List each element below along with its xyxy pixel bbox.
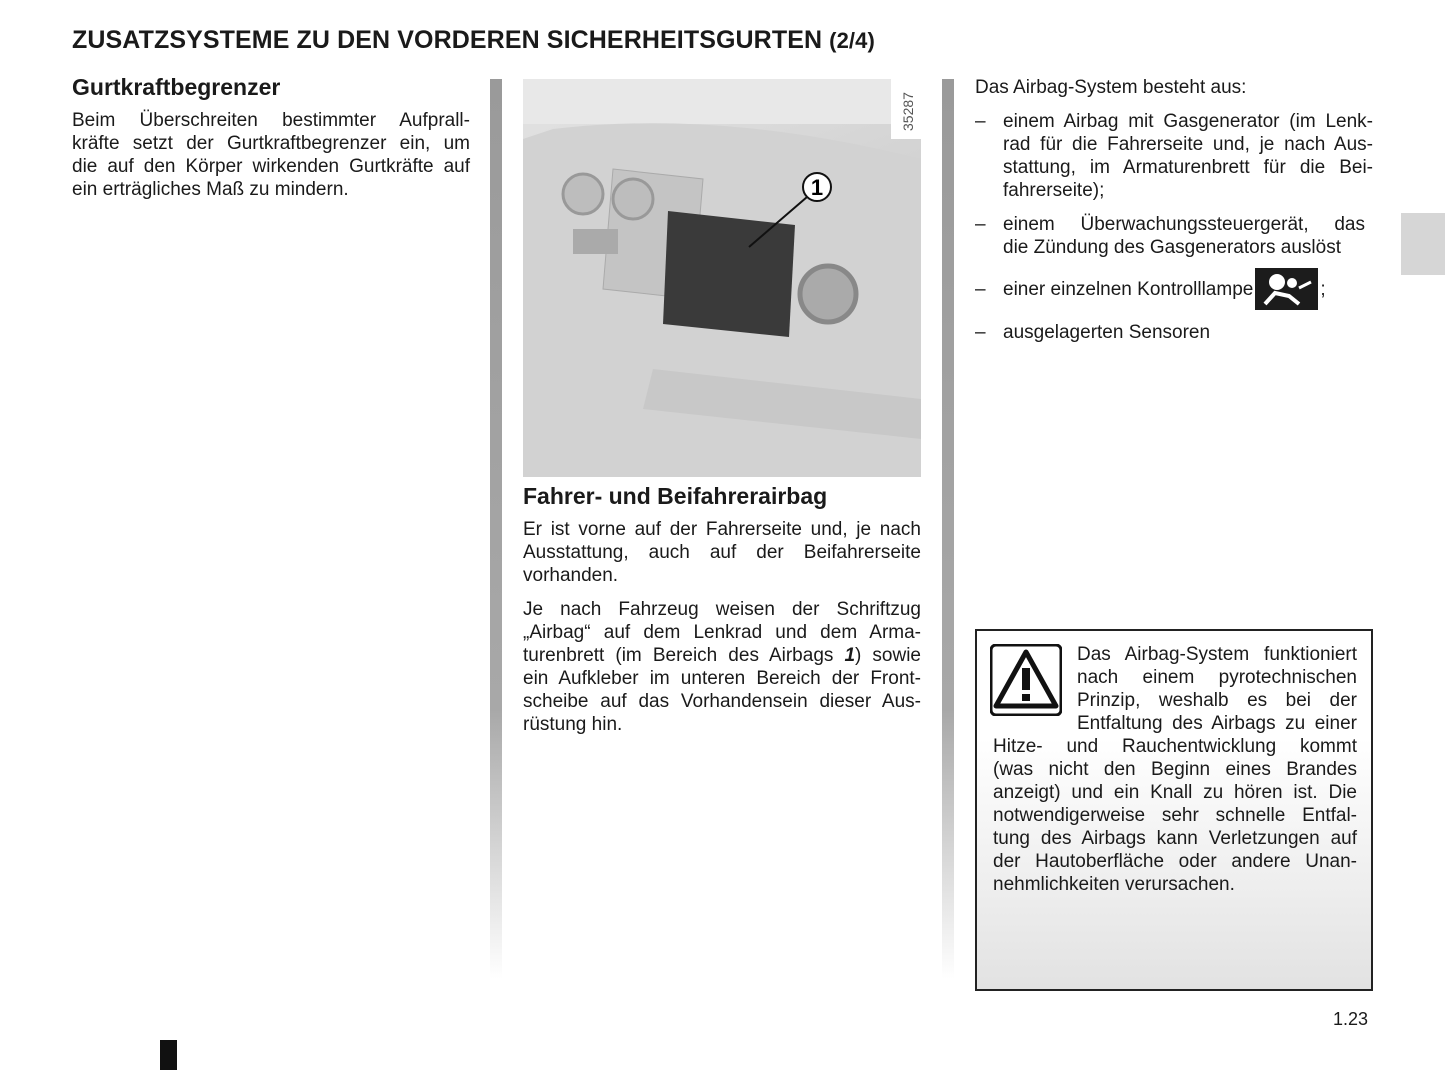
- text-line: Das Airbag-System funktioniert: [1077, 644, 1357, 665]
- dash: –: [975, 111, 986, 132]
- dash: –: [975, 322, 986, 343]
- text-line: Hitze- und Rauchentwicklung kommt: [993, 736, 1357, 757]
- text-line: nehmlichkeiten verursachen.: [993, 874, 1235, 895]
- text-line: Je nach Fahrzeug weisen der Schriftzug: [523, 599, 921, 620]
- chapter-tab: [1401, 213, 1445, 275]
- text-line: stattung, im Armaturenbrett für die Bei-: [1003, 157, 1373, 178]
- page-part: (2/4): [829, 28, 875, 53]
- title-text: ZUSATZSYSTEME ZU DEN VORDEREN SICHERHEITSGURTEN: [72, 26, 823, 54]
- list-item-text: [1003, 110, 1373, 202]
- list-item: [975, 321, 1373, 344]
- paragraph: [523, 518, 921, 587]
- text-line: „Airbag“ auf dem Lenkrad und dem Arma-: [523, 622, 921, 643]
- list-item-text: einer einzelnen Kontrolllampe: [1003, 278, 1254, 300]
- text-line: Er ist vorne auf der Fahrerseite und, je nach: [523, 519, 921, 540]
- print-mark: [160, 1040, 177, 1070]
- warning-box: [975, 629, 1373, 991]
- text-line: scheibe auf das Vorhandensein dieser Aus-: [523, 691, 921, 712]
- list-item: [975, 268, 1373, 310]
- page-title: [72, 26, 875, 55]
- paragraph: [523, 598, 921, 736]
- semicolon: ;: [1320, 278, 1326, 300]
- paragraph: [72, 109, 470, 201]
- column-divider: [942, 79, 954, 979]
- text-line: Ausstattung, auch auf der Beifahrerseite: [523, 542, 921, 563]
- text-line: die auf den Körper wirkenden Gurtkräfte auf: [72, 156, 470, 177]
- text-line: Entfaltung des Airbags zu einer: [1077, 713, 1357, 734]
- text-line: der Hautoberfläche oder andere Unan-: [993, 851, 1357, 872]
- text-line: rad für die Fahrerseite und, je nach Aus-: [1003, 134, 1373, 155]
- list-item-text: ausgelagerten Sensoren: [1003, 322, 1211, 343]
- section-heading-gurtkraftbegrenzer: Gurtkraftbegrenzer: [72, 74, 281, 100]
- text-line: anzeigt) und ein Knall zu hören ist. Die: [993, 782, 1357, 803]
- text-line: einem Airbag mit Gasgenerator (im Lenk-: [1003, 111, 1373, 132]
- text-line: vorhanden.: [523, 565, 619, 586]
- column-divider: [490, 79, 502, 979]
- text-line: (was nicht den Beginn eines Brandes: [993, 759, 1357, 780]
- intro-text: Das Airbag-System besteht aus:: [975, 77, 1247, 98]
- text-line: kräfte setzt der Gurtkraftbegrenzer ein, um: [72, 133, 470, 154]
- text-line: tung des Airbags kann Verletzungen auf: [993, 828, 1357, 849]
- list-item-text: [1003, 213, 1365, 259]
- center-column: [523, 485, 921, 747]
- airbag-warning-lamp-icon: [1255, 268, 1318, 310]
- text-line: rüstung hin.: [523, 714, 623, 735]
- dashboard-drawing: [523, 79, 921, 477]
- warning-text: [993, 643, 1357, 896]
- text-line: ein Aufkleber im unteren Bereich der Front-: [523, 668, 921, 689]
- left-column: [72, 76, 470, 212]
- dash: –: [975, 278, 986, 300]
- text-line: fahrerseite);: [1003, 180, 1105, 201]
- callout-number: 1: [810, 175, 824, 200]
- dash: –: [975, 214, 986, 235]
- text-line: die Zündung des Gasgenerators auslöst: [1003, 237, 1341, 258]
- text-line: ein erträgliches Maß zu mindern.: [72, 179, 349, 200]
- text-line: Beim Überschreiten bestimmter Aufprall-: [72, 110, 470, 131]
- right-column: [975, 76, 1373, 355]
- list-item: [975, 110, 1373, 202]
- text-line: Prinzip, weshalb es bei der: [1077, 690, 1357, 711]
- dashboard-illustration: [523, 79, 921, 477]
- text-line: einem Überwachungssteuergerät, das: [1003, 214, 1365, 235]
- list-item: [975, 213, 1373, 259]
- text-line: nach einem pyrotechnischen: [1077, 667, 1357, 688]
- text-line: turenbrett (im Bereich des Airbags 1) sowie: [523, 645, 921, 666]
- section-heading-airbag: Fahrer- und Beifahrerairbag: [523, 483, 828, 509]
- text-line: notwendigerweise sehr schnelle Entfal-: [993, 805, 1357, 826]
- figure-ref-number: 35287: [900, 92, 916, 131]
- page-number: 1.23: [1333, 1009, 1369, 1029]
